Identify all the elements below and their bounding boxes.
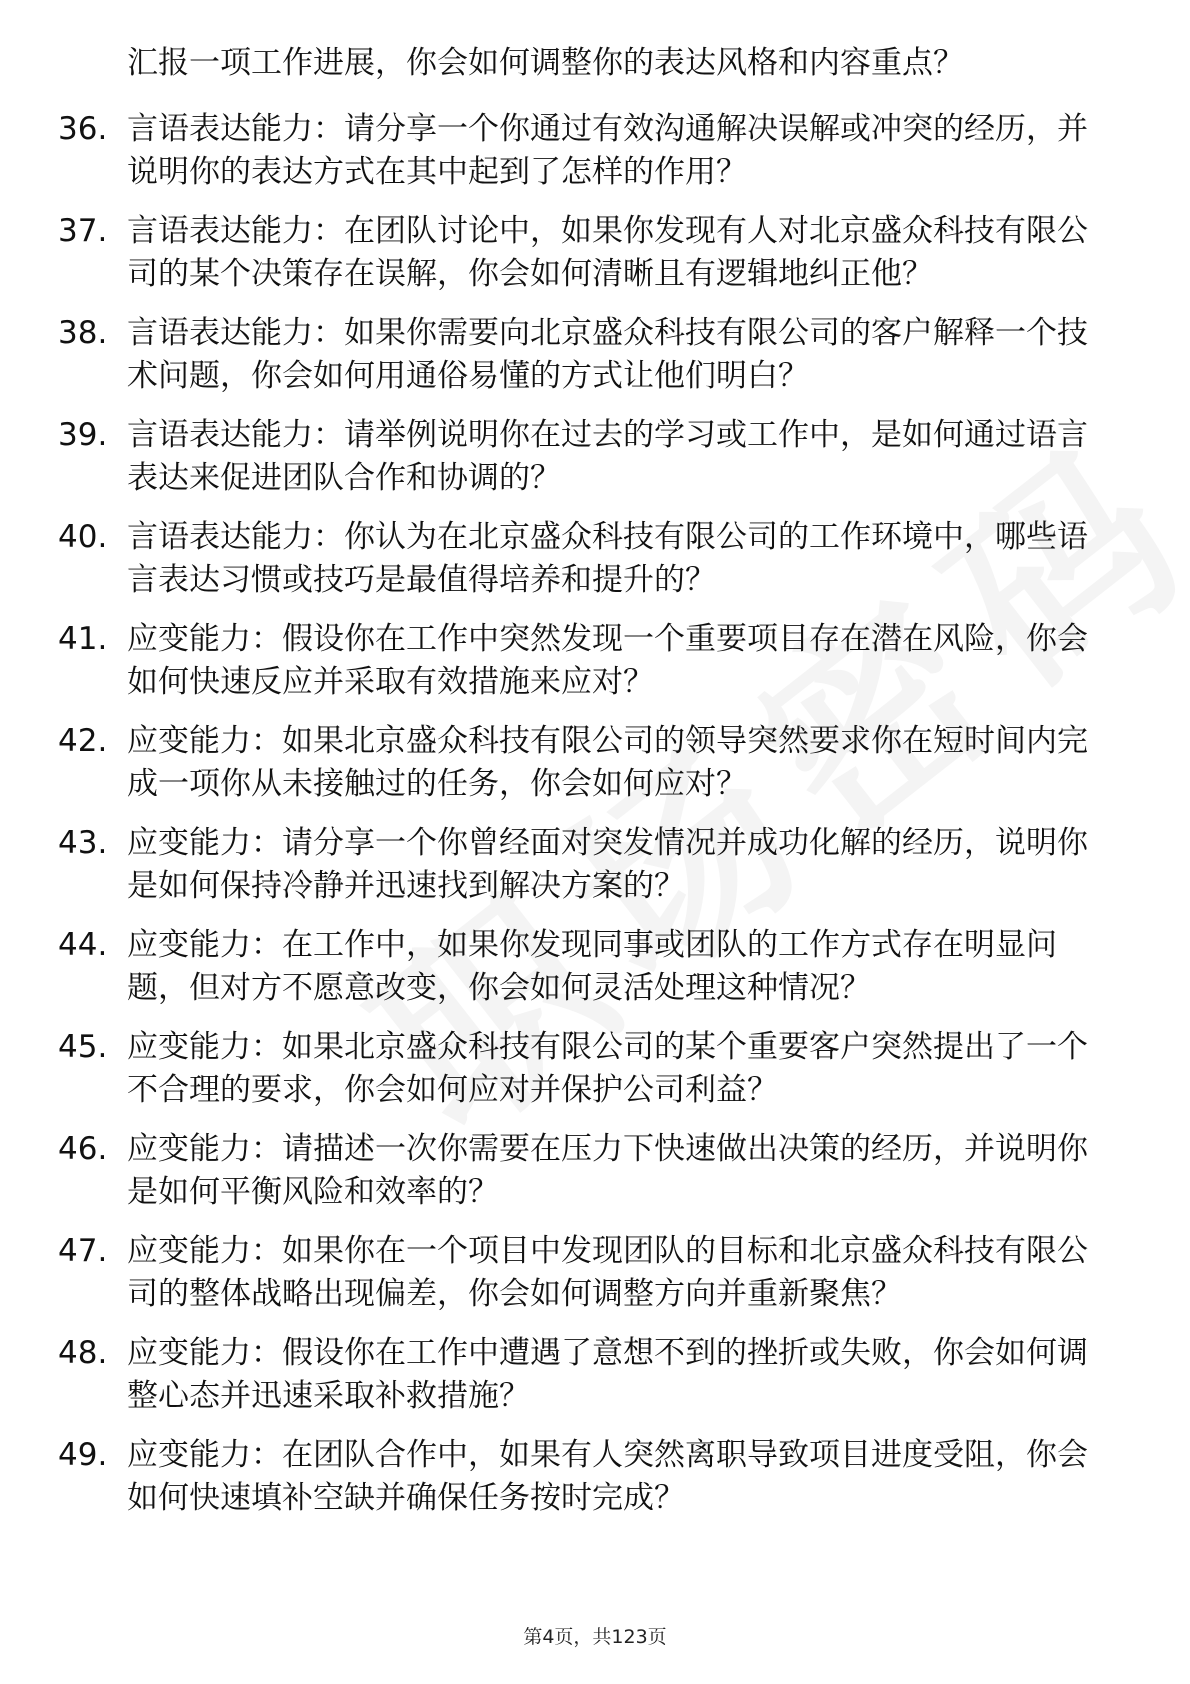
question-item [0, 1332, 1190, 1418]
question-number: 49. [58, 1437, 108, 1473]
question-text: 应变能力：如果北京盛众科技有限公司的领导突然要求你在短时间内完成一项你从未接触过的任务，你会如何应对？ [127, 723, 1088, 802]
question-number: 44. [58, 927, 108, 963]
question-number: 42. [58, 723, 108, 759]
question-item [0, 924, 1190, 1010]
question-text: 言语表达能力：如果你需要向北京盛众科技有限公司的客户解释一个技术问题，你会如何用通俗易懂的方式让他们明白？ [127, 315, 1088, 394]
question-text: 应变能力：假设你在工作中遭遇了意想不到的挫折或失败，你会如何调整心态并迅速采取补救措施？ [127, 1335, 1088, 1414]
question-item [0, 822, 1190, 908]
question-text: 言语表达能力：你认为在北京盛众科技有限公司的工作环境中，哪些语言表达习惯或技巧是最值得培养和提升的？ [127, 519, 1088, 598]
question-number: 48. [58, 1335, 108, 1371]
question-text: 应变能力：请描述一次你需要在压力下快速做出决策的经历，并说明你是如何平衡风险和效率的？ [127, 1131, 1088, 1210]
question-text: 言语表达能力：在团队讨论中，如果你发现有人对北京盛众科技有限公司的某个决策存在误解，你会如何清晰且有逻辑地纠正他？ [127, 213, 1088, 292]
question-text: 言语表达能力：请分享一个你通过有效沟通解决误解或冲突的经历，并说明你的表达方式在其中起到了怎样的作用？ [127, 111, 1088, 190]
question-number: 47. [58, 1233, 108, 1269]
question-item [0, 1434, 1190, 1520]
page-footer: 第4页，共123页 [523, 1626, 667, 1648]
question-item [0, 312, 1190, 398]
question-item [0, 516, 1190, 602]
question-text: 应变能力：在团队合作中，如果有人突然离职导致项目进度受阻，你会如何快速填补空缺并确保任务按时完成？ [127, 1437, 1088, 1516]
question-item [0, 1230, 1190, 1316]
question-item [0, 1128, 1190, 1214]
question-number: 39. [58, 417, 108, 453]
question-item [0, 108, 1190, 194]
question-item [0, 1026, 1190, 1112]
question-text: 言语表达能力：请举例说明你在过去的学习或工作中，是如何通过语言表达来促进团队合作和协调的？ [127, 417, 1088, 496]
continuation-text: 汇报一项工作进展，你会如何调整你的表达风格和内容重点？ [127, 45, 964, 81]
question-number: 41. [58, 621, 108, 657]
question-text: 应变能力：请分享一个你曾经面对突发情况并成功化解的经历，说明你是如何保持冷静并迅速找到解决方案的？ [127, 825, 1088, 904]
question-item [0, 414, 1190, 500]
question-list [0, 108, 1190, 1536]
question-number: 46. [58, 1131, 108, 1167]
question-item [0, 618, 1190, 704]
question-number: 45. [58, 1029, 108, 1065]
question-number: 43. [58, 825, 108, 861]
question-number: 36. [58, 111, 108, 147]
question-item [0, 210, 1190, 296]
question-item [0, 720, 1190, 806]
question-text: 应变能力：如果北京盛众科技有限公司的某个重要客户突然提出了一个不合理的要求，你会如何应对并保护公司利益？ [127, 1029, 1088, 1108]
question-number: 37. [58, 213, 108, 249]
question-text: 应变能力：在工作中，如果你发现同事或团队的工作方式存在明显问题，但对方不愿意改变，你会如何灵活处理这种情况？ [127, 927, 1057, 1006]
question-text: 应变能力：假设你在工作中突然发现一个重要项目存在潜在风险，你会如何快速反应并采取有效措施来应对？ [127, 621, 1088, 700]
question-text: 应变能力：如果你在一个项目中发现团队的目标和北京盛众科技有限公司的整体战略出现偏差，你会如何调整方向并重新聚焦？ [127, 1233, 1088, 1312]
question-number: 38. [58, 315, 108, 351]
question-number: 40. [58, 519, 108, 555]
